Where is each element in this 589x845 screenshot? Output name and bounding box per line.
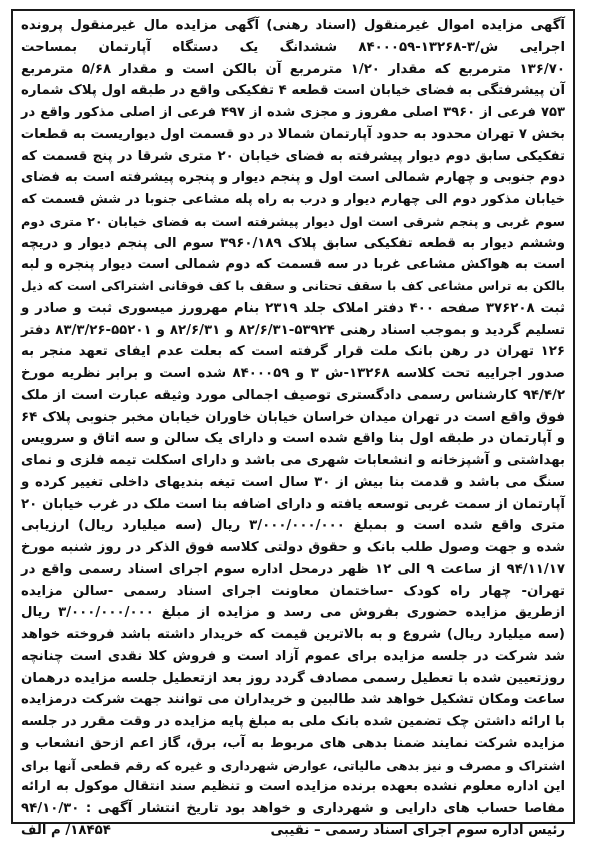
notice-line: آپارتمان از سمت غربی توسعه یافته و دارای اضافه بنا است ملک در غرب خیابان ۲۰ — [21, 496, 565, 512]
notice-line: صدور اجراییه تحت کلاسه ۱۳۲۶۸-ش ۳ و ۸۴۰۰۰۵۹ شده است و برابر نظریه مورخ — [21, 366, 566, 381]
notice-line: روزتعیین شده با تعطیل رسمی مصادف گردد روز بعد ازتعطیل جلسه مزایده درهمان — [21, 670, 565, 686]
notice-line: (سه میلیارد ریال) شروع و به بالاترین قیمت که خریدار داشته باشد فروخته خواهد — [21, 627, 565, 642]
signature-row — [21, 820, 565, 842]
notice-line: دوم جنوبی و چهارم شمالی است اول و پنجم دیوار و پنجره پیشرفته است به فضای — [21, 170, 565, 186]
notice-line: ۹۴/۱۱/۱۷ از ساعت ۹ الی ۱۲ ظهر درمحل اداره سوم اجرای اسناد رسمی واقع در — [21, 561, 565, 577]
notice-line: خیابان مذکور دوم الی چهارم دیوار و درب به راه پله مشاعی جنوبا در شش قسمت که — [21, 192, 565, 207]
notice-body — [21, 15, 565, 820]
notice-line: بهداشتی و آشپزخانه و انشعابات شهری می باشد و دارای اسکلت تیمه فلزی و نمای — [21, 453, 565, 468]
notice-frame — [11, 9, 575, 838]
notice-line: ازطریق مزایده حضوری بفروش می رسد و مزایده از مبلغ ۳/۰۰۰/۰۰۰/۰۰۰ ریال — [21, 605, 565, 621]
notice-line: اشتراک و مصرف و نیز بدهی مالیاتی، عوارض شهرداری و غیره که رقم قطعی آنها برای — [21, 757, 565, 773]
notice-line: تفکیکی سابق دوم دیوار پیشرفته به فضای خیابان ۲۰ متری شرقا در پنج قسمت که — [21, 148, 566, 164]
notice-line: سنگ می باشد و قدمت بنا بیش از ۳۰ سال است تیغه بندیهای داخلی تغییر کرده و — [21, 474, 565, 490]
notice-line: شده و جهت وصول طلب بانک و حقوق دولتی کلاسه فوق الذکر در روز شنبه مورخ — [21, 540, 565, 555]
notice-line: است به هواکش مشاعی غربا در سه قسمت که دوم شمالی است دیوار پنجره و لبه — [21, 257, 565, 273]
notice-line: ۱۲۶ تهران در رهن بانک ملت قرار گرفته است که بعلت عدم ایفای تعهد منجر به — [21, 344, 565, 360]
notice-line: تسلیم گردید و بموجب اسناد رهنی ۵۳۹۲۴-۸۲/۶/۳۱ و ۸۲/۶/۳۱ و ۵۵۲۰۱-۸۳/۳/۲۶ دفتر — [21, 322, 565, 338]
notice-line: آن پیشرفتگی به فضای خیابان است قطعه ۴ تفکیکی واقع در طبقه اول پلاک شماره — [21, 83, 565, 99]
notice-line: ۱۳۶/۷۰ مترمربع که مقدار ۱/۲۰ مترمربع آن بالکن است و مقدار ۵/۶۸ مترمربع — [21, 61, 565, 77]
signature-official: رئیس اداره سوم اجرای اسناد رسمی – نقیبی — [270, 822, 565, 838]
notice-line: ساعت ومکان تشکیل خواهد شد طالبین و خریداران می توانند جهت شرکت درمزایده — [21, 692, 565, 708]
notice-line: شد شرکت در جلسه مزایده برای عموم آزاد است و فروش کلا نقدی است چنانچه — [21, 648, 565, 664]
notice-line: با ارائه داشتن چک تضمین شده بانک ملی به مبلغ پایه مزایده در وقت مقرر در جلسه — [21, 714, 565, 729]
notice-reference-number: ۱۸۴۵۴/ م الف — [21, 822, 111, 838]
notice-line: مزایده شرکت نمایند ضمنا بدهی های مربوط به آب، برق، گاز اعم ازحق انشعاب و — [21, 735, 565, 751]
notice-line: فوق واقع است در تهران میدان خراسان خیابان خاوران خیابان مخبر جنوبی پلاک ۶۴ — [21, 409, 565, 425]
notice-line: ۷۵۳ فرعی از ۳۹۶۰ اصلی مفروز و مجزی شده از ۴۹۷ فرعی از اصلی مذکور واقع در — [21, 105, 565, 120]
notice-line: تهران- چهار راه کودک -ساختمان معاونت اجرای اسناد رسمی -سالن مزایده — [21, 583, 565, 599]
notice-line: اجرایی ش/۳-۱۳۲۶۸-۸۴۰۰۰۵۹ ششدانگ یک دستگاه آپارتمان بمساحت — [21, 39, 565, 55]
notice-line: و آپارتمان در طبقه اول بنا واقع شده است و دارای یک سالن و سه اتاق و سرویس — [21, 431, 565, 447]
notice-line: سوم غربی و پنجم شرقی است اول دیوار پیشرفته است به فضای خیابان ۲۰ متری دوم — [21, 213, 565, 229]
notice-line: ثبت ۳۷۶۲۰۸ صفحه ۴۰۰ دفتر املاک جلد ۲۳۱۹ بنام مهرورز میسوری ثبت و صادر و — [21, 300, 565, 316]
notice-line: بخش ۷ تهران محدود به حدود آپارتمان شمالا در دو قسمت اول دیواریست به قطعات — [20, 126, 565, 142]
notice-line: وششم دیوار به قطعه تفکیکی سابق پلاک ۳۹۶۰/۱۸۹ سوم الی پنجم دیوار و دریچه — [21, 235, 566, 251]
notice-line: ۹۴/۴/۲ کارشناس رسمی دادگستری توصیف اجمالی مورد وثیقه عبارت است از ملک — [21, 387, 565, 403]
notice-line: مفاصا حساب های دارایی و شهرداری و خواهد بود تاریخ انتشار آگهی : ۹۴/۱۰/۳۰ — [21, 801, 565, 816]
notice-line: این اداره معلوم نشده بعهده برنده مزایده است و تنظیم سند انتقال موکول به ارائه — [21, 779, 565, 795]
notice-line: بالکن به تراس مشاعی کف با سقف تحتانی و سقف با کف فوقانی اشتراکی است که ذیل — [21, 279, 565, 293]
notice-line: آگهی مزایده اموال غیرمنقول (اسناد رهنی) آگهی مزایده مال غیرمنقول پرونده — [21, 18, 565, 33]
notice-line: متری واقع شده است و بمبلغ ۳/۰۰۰/۰۰۰/۰۰۰ ریال (سه میلیارد ریال) ارزیابی — [21, 518, 565, 534]
